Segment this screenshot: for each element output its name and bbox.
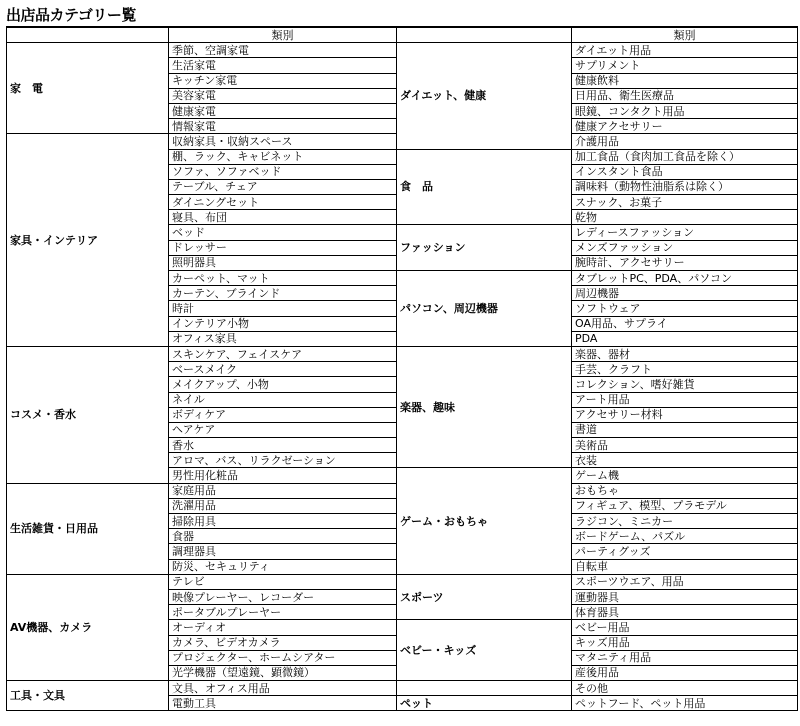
subcategory-item: 防災、セキュリティ: [169, 559, 397, 574]
table-row: [397, 468, 798, 483]
subcategory-item: テレビ: [169, 574, 397, 589]
subcategory-item: キッズ用品: [572, 635, 798, 650]
header-row: [7, 27, 397, 43]
subcategory-item: ダイエット用品: [572, 43, 798, 58]
table-row: [397, 346, 798, 361]
subcategory-item: 体育器具: [572, 605, 798, 620]
subcategory-item: カメラ、ビデオカメラ: [169, 635, 397, 650]
subcategory-item: オーディオ: [169, 620, 397, 635]
subcategory-item: OA用品、サプライ: [572, 316, 798, 331]
subcategory-item: 香水: [169, 438, 397, 453]
table-row: [397, 43, 798, 58]
subcategory-item: 産後用品: [572, 665, 798, 680]
category-group: 楽器、趣味: [397, 346, 572, 468]
page-title: 出店品カテゴリー覧: [6, 6, 136, 24]
subcategory-item: 家庭用品: [169, 483, 397, 498]
subcategory-item: ラジコン、ミニカー: [572, 514, 798, 529]
subcategory-item: 衣装: [572, 453, 798, 468]
category-group: 家具・インテリア: [7, 134, 169, 347]
subcategory-item: 健康家電: [169, 103, 397, 118]
subcategory-item: 調味料（動物性油脂系は除く）: [572, 179, 798, 194]
subcategory-item: ポータブルプレーヤー: [169, 605, 397, 620]
subcategory-item: パーティグッズ: [572, 544, 798, 559]
subcategory-item: コレクション、嗜好雑貨: [572, 377, 798, 392]
table-row: [7, 346, 397, 361]
category-group: ゲーム・おもちゃ: [397, 468, 572, 574]
subcategory-item: アロマ、バス、リラクゼーション: [169, 453, 397, 468]
table-row: [397, 696, 798, 711]
subcategory-item: マタニティ用品: [572, 650, 798, 665]
table-row: [397, 681, 798, 696]
subcategory-item: スキンケア、フェイスケア: [169, 346, 397, 361]
subcategory-item: 眼鏡、コンタクト用品: [572, 103, 798, 118]
subcategory-item: 楽器、器材: [572, 346, 798, 361]
subcategory-item: 日用品、衛生医療品: [572, 88, 798, 103]
subcategory-item: プロジェクター、ホームシアター: [169, 650, 397, 665]
subcategory-item: ドレッサー: [169, 240, 397, 255]
right-category-table: [396, 26, 798, 711]
category-group: スポーツ: [397, 574, 572, 620]
subcategory-item: メイクアップ、小物: [169, 377, 397, 392]
subcategory-item: カーペット、マット: [169, 271, 397, 286]
left-category-table: [6, 26, 397, 711]
subcategory-item: オフィス家具: [169, 331, 397, 346]
subcategory-item: 文具、オフィス用品: [169, 681, 397, 696]
subcategory-item: 自転車: [572, 559, 798, 574]
subcategory-item: ボードゲーム、パズル: [572, 529, 798, 544]
table-row: [397, 620, 798, 635]
category-group: コスメ・香水: [7, 346, 169, 483]
subcategory-item: 生活家電: [169, 58, 397, 73]
subcategory-item: ソフトウェア: [572, 301, 798, 316]
table-row: [7, 483, 397, 498]
table-row: [397, 225, 798, 240]
table-row: [7, 574, 397, 589]
subcategory-item: 電動工具: [169, 696, 397, 711]
header-group-cell: [397, 27, 572, 43]
subcategory-item: メンズファッション: [572, 240, 798, 255]
subcategory-item: 周辺機器: [572, 286, 798, 301]
subcategory-item: 乾物: [572, 210, 798, 225]
subcategory-item: おもちゃ: [572, 483, 798, 498]
subcategory-item: カーテン、ブラインド: [169, 286, 397, 301]
category-group: 工具・文具: [7, 681, 169, 711]
subcategory-item: ボディケア: [169, 407, 397, 422]
subcategory-item: 収納家具・収納スペース: [169, 134, 397, 149]
subcategory-item: 美術品: [572, 438, 798, 453]
category-group: ベビー・キッズ: [397, 620, 572, 681]
subcategory-item: インテリア小物: [169, 316, 397, 331]
table-row: [7, 134, 397, 149]
header-label: 類別: [169, 27, 397, 43]
header-label: 類別: [572, 27, 798, 43]
subcategory-item: インスタント食品: [572, 164, 798, 179]
subcategory-item: アート用品: [572, 392, 798, 407]
subcategory-item: タブレットPC、PDA、パソコン: [572, 271, 798, 286]
subcategory-item: 時計: [169, 301, 397, 316]
subcategory-item: 書道: [572, 422, 798, 437]
subcategory-item: キッチン家電: [169, 73, 397, 88]
subcategory-item: ゲーム機: [572, 468, 798, 483]
subcategory-item: 寝具、布団: [169, 210, 397, 225]
subcategory-item: テーブル、チェア: [169, 179, 397, 194]
subcategory-item: レディースファッション: [572, 225, 798, 240]
subcategory-item: 加工食品（食肉加工食品を除く）: [572, 149, 798, 164]
subcategory-item: 手芸、クラフト: [572, 362, 798, 377]
subcategory-item: ベッド: [169, 225, 397, 240]
subcategory-item: 情報家電: [169, 119, 397, 134]
table-row: [7, 43, 397, 58]
subcategory-item: 健康飲料: [572, 73, 798, 88]
subcategory-item: スナック、お菓子: [572, 195, 798, 210]
subcategory-item: ヘアケア: [169, 422, 397, 437]
subcategory-item: 調理器具: [169, 544, 397, 559]
subcategory-item: 腕時計、アクセサリー: [572, 255, 798, 270]
subcategory-item: 健康アクセサリー: [572, 119, 798, 134]
subcategory-item: ペットフード、ペット用品: [572, 696, 798, 711]
table-row: [397, 574, 798, 589]
subcategory-item: 季節、空調家電: [169, 43, 397, 58]
category-group: 食 品: [397, 149, 572, 225]
table-row: [397, 271, 798, 286]
table-row: [7, 681, 397, 696]
subcategory-item: 運動器具: [572, 589, 798, 604]
subcategory-item: ネイル: [169, 392, 397, 407]
category-group: ペット: [397, 696, 572, 711]
subcategory-item: ソファ、ソファベッド: [169, 164, 397, 179]
category-group: 家 電: [7, 43, 169, 134]
category-group: 生活雑貨・日用品: [7, 483, 169, 574]
subcategory-item: アクセサリー材料: [572, 407, 798, 422]
subcategory-item: ベースメイク: [169, 362, 397, 377]
subcategory-item: 掃除用具: [169, 514, 397, 529]
subcategory-item: ダイニングセット: [169, 195, 397, 210]
header-group-cell: [7, 27, 169, 43]
subcategory-item: 男性用化粧品: [169, 468, 397, 483]
subcategory-item: サプリメント: [572, 58, 798, 73]
subcategory-item: その他: [572, 681, 798, 696]
subcategory-item: 映像プレーヤー、レコーダー: [169, 589, 397, 604]
subcategory-item: 美容家電: [169, 88, 397, 103]
subcategory-item: フィギュア、模型、プラモデル: [572, 498, 798, 513]
subcategory-item: 棚、ラック、キャビネット: [169, 149, 397, 164]
subcategory-item: PDA: [572, 331, 798, 346]
subcategory-item: 光学機器（望遠鏡、顕微鏡）: [169, 665, 397, 680]
category-group: パソコン、周辺機器: [397, 271, 572, 347]
subcategory-item: 照明器具: [169, 255, 397, 270]
category-group: [397, 681, 572, 696]
subcategory-item: ベビー用品: [572, 620, 798, 635]
category-group: AV機器、カメラ: [7, 574, 169, 680]
category-group: ダイエット、健康: [397, 43, 572, 149]
header-row: [397, 27, 798, 43]
category-group: ファッション: [397, 225, 572, 271]
subcategory-item: 洗濯用品: [169, 498, 397, 513]
subcategory-item: 食器: [169, 529, 397, 544]
subcategory-item: 介護用品: [572, 134, 798, 149]
table-row: [397, 149, 798, 164]
subcategory-item: スポーツウエア、用品: [572, 574, 798, 589]
